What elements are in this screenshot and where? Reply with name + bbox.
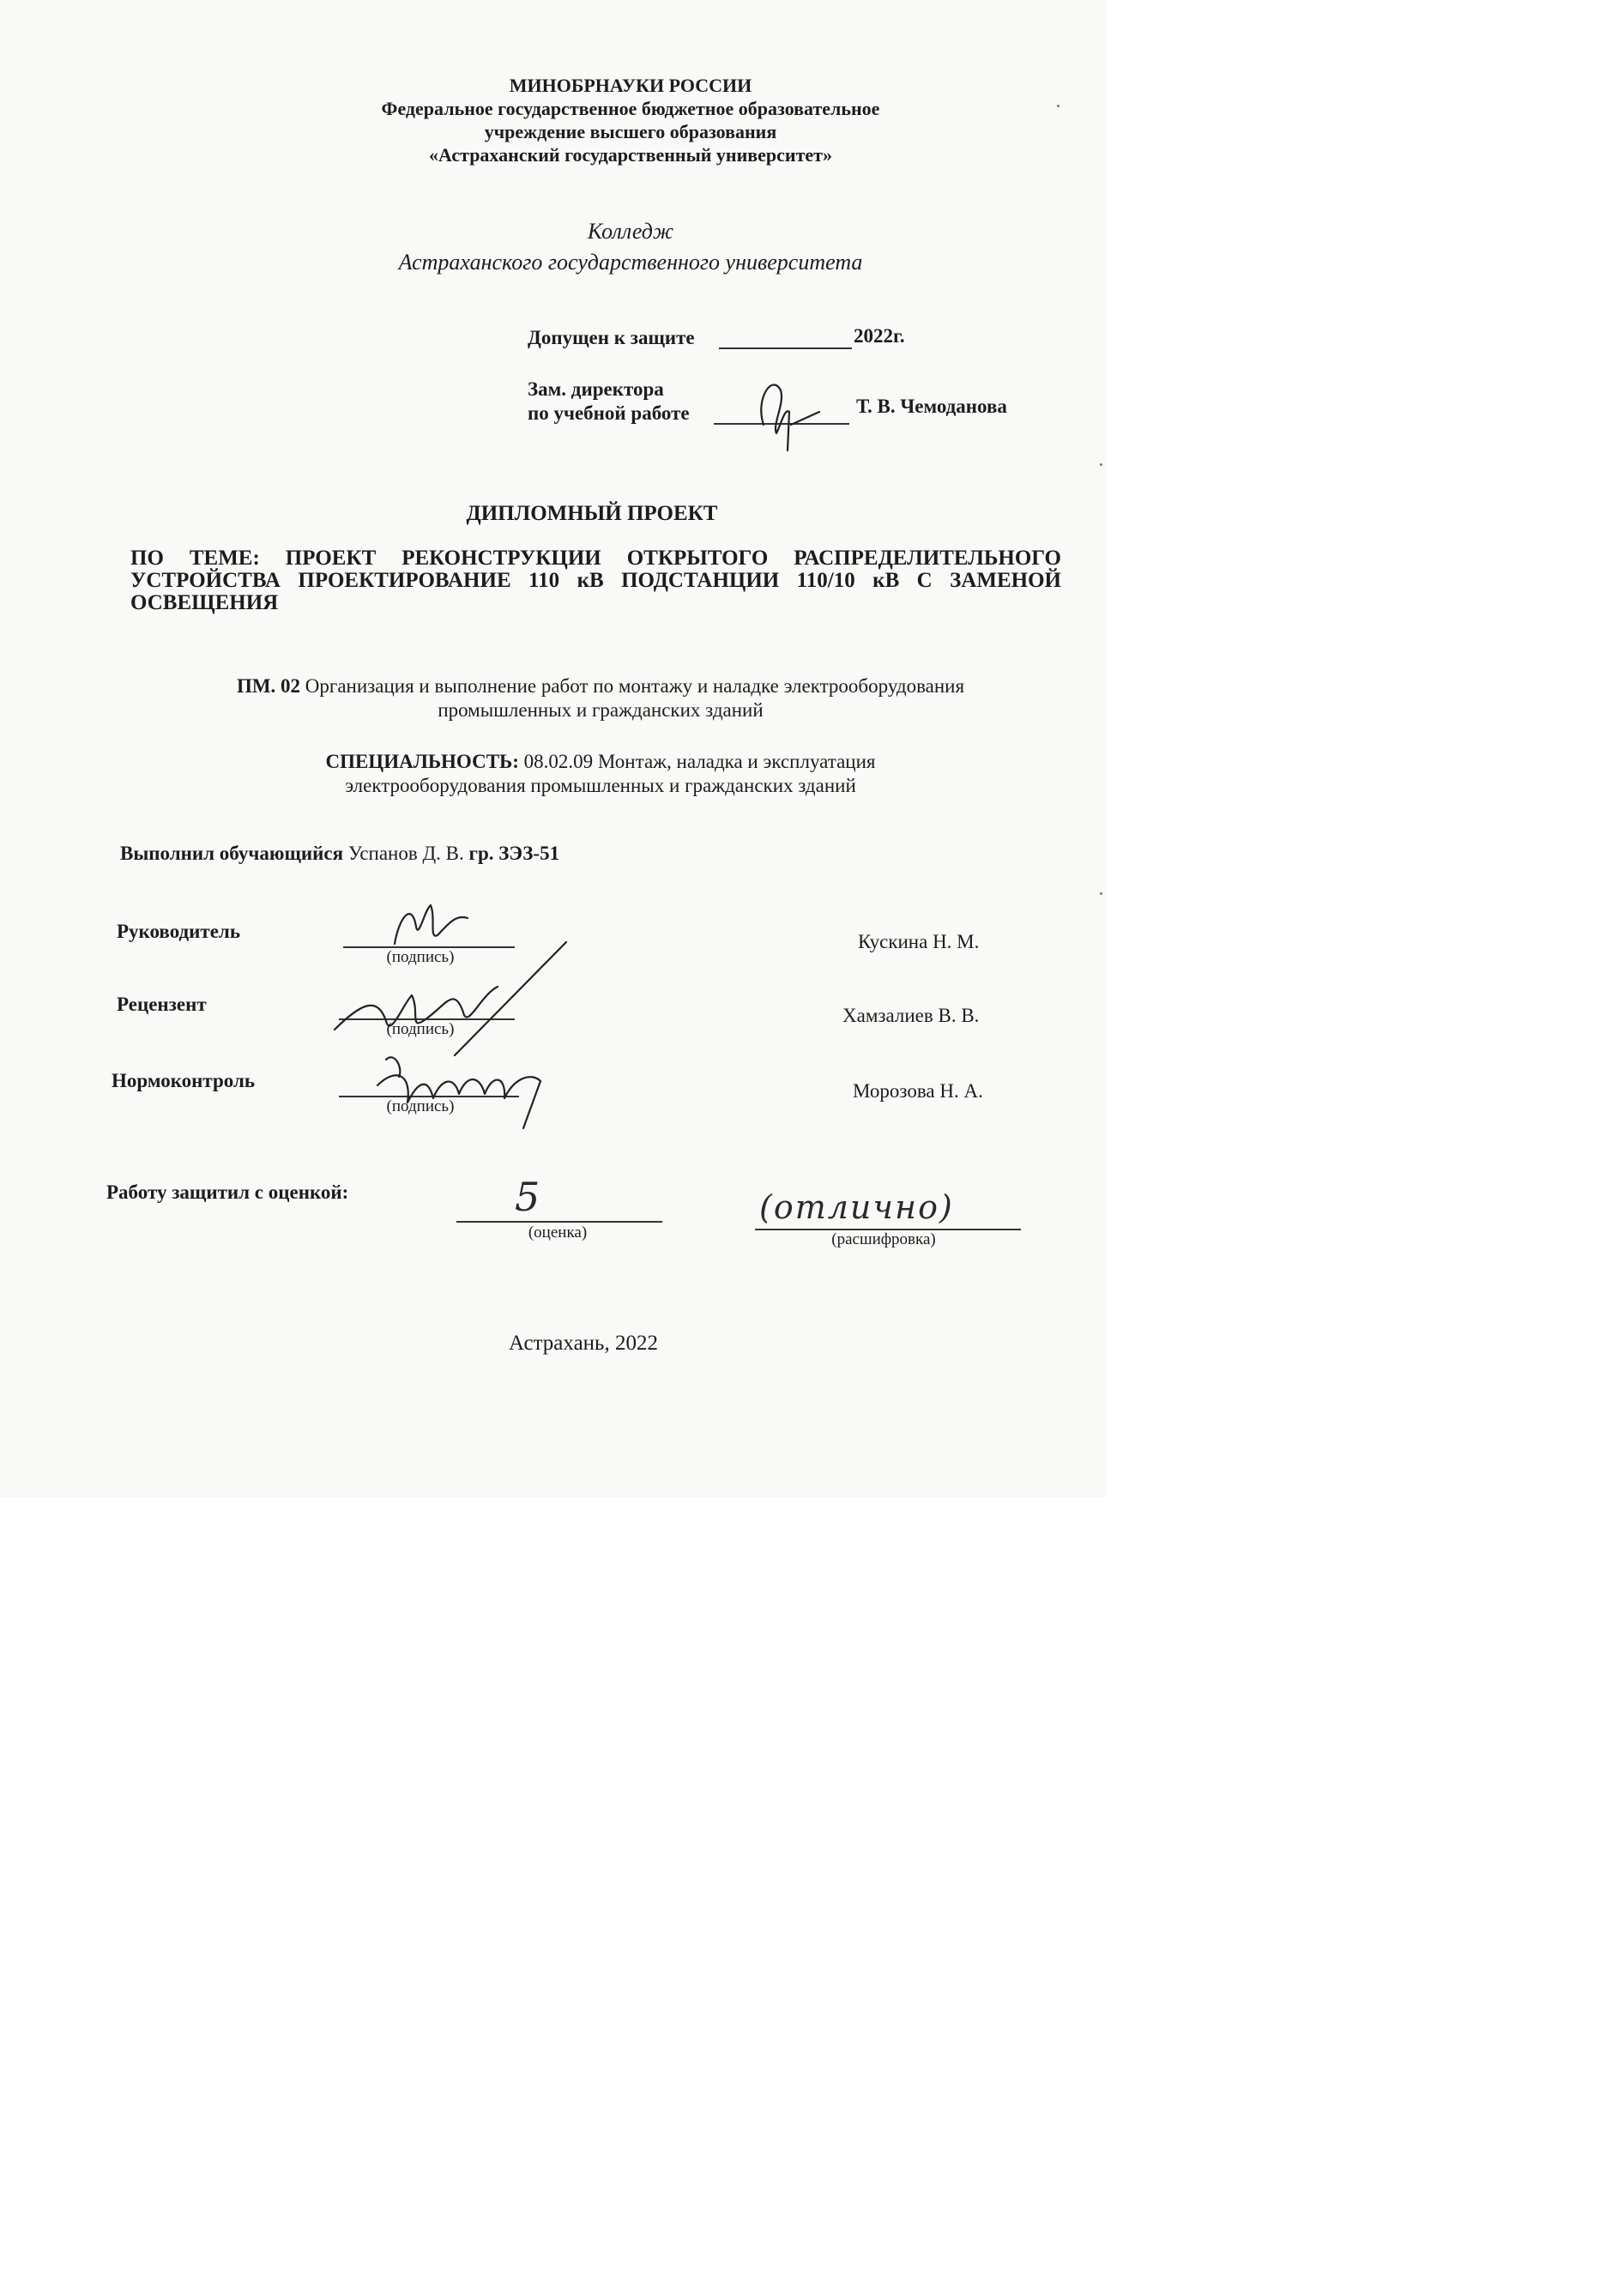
student-line [120,843,559,865]
deputy-name: Т. В. Чемоданова [856,396,1007,417]
project-type: ДИПЛОМНЫЙ ПРОЕКТ [466,502,718,525]
grade-label: Работу защитил с оценкой: [106,1181,349,1203]
scan-speck [1057,105,1060,107]
module-block [129,674,1072,722]
normcontrol-caption: (подпись) [386,1097,455,1115]
student-name: Успанов Д. В. [347,843,464,864]
project-topic [130,547,1061,614]
college-line-1: Колледж [587,219,674,244]
scan-speck [1100,892,1102,895]
specialty-text-1: 08.02.09 Монтаж, наладка и эксплуатация [523,751,876,772]
grade-value: 5 [515,1174,540,1220]
ministry-name: МИНОБРНАУКИ РОССИИ [509,75,752,96]
role-supervisor: Руководитель [117,921,240,942]
admitted-year: 2022г. [854,325,905,347]
college-line-2: Астраханского государственного университета [398,250,863,275]
role-normcontrol: Нормоконтроль [112,1070,256,1091]
group-number: ЗЭЗ-51 [498,843,560,864]
reviewer-caption: (подпись) [386,1020,455,1038]
header-line-1: Федеральное государственное бюджетное образовательное [381,98,880,119]
admitted-label: Допущен к защите [528,327,695,348]
module-text-2: промышленных и гражданских зданий [438,699,764,721]
deputy-line-2: по учебной работе [528,402,690,424]
topic-line-2: УСТРОЙСТВА ПРОЕКТИРОВАНИЕ 110 кВ ПОДСТАНЦИИ 110/10 кВ С ЗАМЕНОЙ [130,569,1061,592]
deputy-signature [738,365,841,459]
normcontrol-name: Морозова Н. А. [853,1080,983,1102]
topic-line-3: ОСВЕЩЕНИЯ [130,591,279,614]
supervisor-caption: (подпись) [386,948,455,966]
header-line-3: «Астраханский государственный университет» [429,144,832,166]
scan-speck [1100,463,1102,466]
topic-line-1: ПО ТЕМЕ: ПРОЕКТ РЕКОНСТРУКЦИИ ОТКРЫТОГО РАСПРЕДЕЛИТЕЛЬНОГО [130,547,1061,570]
specialty-block [172,750,1029,798]
module-text-1: Организация и выполнение работ по монтажу и наладке электрооборудования [305,675,965,697]
deputy-line-1: Зам. директора [528,378,664,400]
normcontrol-signature [360,1025,575,1137]
header-line-2: учреждение высшего образования [484,121,777,142]
grade-words-caption: (расшифровка) [831,1230,936,1248]
city-year: Астрахань, 2022 [509,1332,658,1355]
reviewer-name: Хамзалиев В. В. [842,1005,980,1026]
student-label: Выполнил обучающийся [120,843,344,864]
group-label: гр. [468,843,494,864]
grade-value-line [456,1221,662,1223]
scanned-page [0,0,1107,1497]
grade-value-caption: (оценка) [528,1224,588,1242]
admitted-date-line [719,347,852,349]
module-code: ПМ. 02 [236,675,301,697]
specialty-label: СПЕЦИАЛЬНОСТЬ: [325,751,519,772]
supervisor-name: Кускина Н. М. [858,931,980,952]
grade-words: (отлично) [759,1188,954,1226]
role-reviewer: Рецензент [117,994,207,1015]
ministry-header [197,74,1064,166]
specialty-text-2: электрооборудования промышленных и гражданских зданий [345,775,856,796]
college-name [197,216,1064,278]
